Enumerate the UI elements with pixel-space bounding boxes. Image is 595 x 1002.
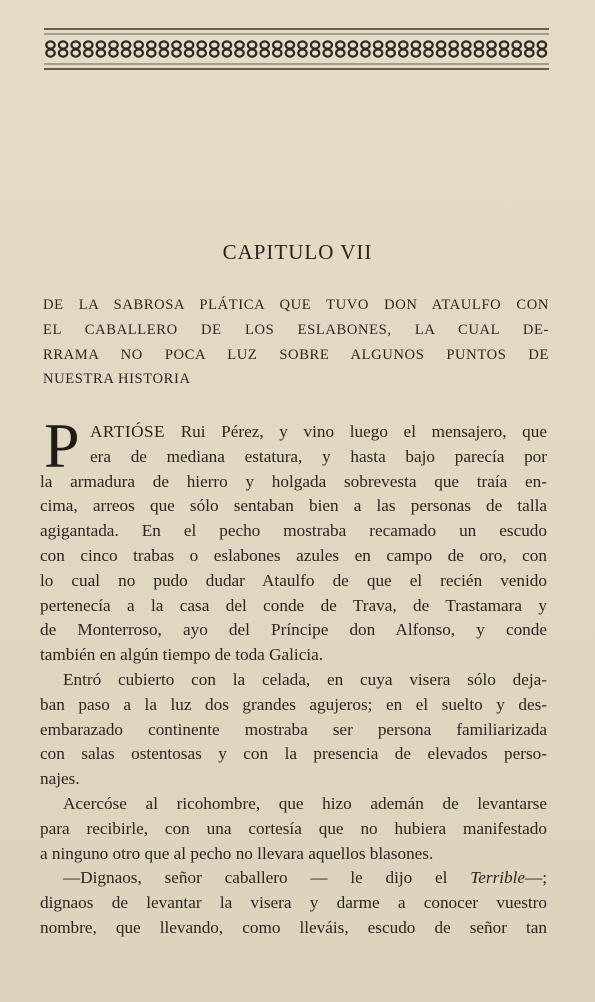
ornament-loop	[311, 41, 319, 48]
ornament-loop	[261, 49, 269, 56]
ornament-loop	[185, 49, 193, 56]
ornament-loop	[72, 49, 80, 56]
first-word: ARTIÓSE	[90, 422, 166, 441]
ornament-loop	[437, 41, 445, 48]
body-line: para recibirle, con una cortesía que no hubiera manifestado	[40, 818, 547, 838]
body-line: con cinco trabas o eslabones azules en campo de oro, con	[40, 545, 547, 565]
ornament-loop	[286, 41, 294, 48]
ornament-loop	[361, 49, 369, 56]
ornament-loop	[160, 49, 168, 56]
ornament-loop	[235, 41, 243, 48]
body-line: cima, arreos que sólo sentaban bien a las personas de talla	[40, 496, 547, 516]
ornament-loop	[336, 41, 344, 48]
ornament-loop	[298, 41, 306, 48]
line-text: —;	[525, 868, 547, 888]
ornament-loop	[424, 49, 432, 56]
ornament-loop	[336, 49, 344, 56]
chapter-title: CAPITULO VII	[222, 240, 373, 264]
ornament-loop	[349, 49, 357, 56]
body-line: najes.	[40, 769, 80, 789]
body-line: Acercóse al ricohombre, que hizo ademán de levantarse	[63, 793, 547, 813]
ornament-loop	[513, 49, 521, 56]
ornament-loop	[450, 41, 458, 48]
ornament-loop	[235, 49, 243, 56]
body-line: a ninguno otro que al pecho no llevara aquellos blasones.	[40, 843, 434, 863]
body-line: ban paso a la luz dos grandes agujeros; en el suelto y des-	[40, 694, 547, 714]
ornament-loop	[122, 41, 130, 48]
ornament-loop	[223, 49, 231, 56]
ornament-loop	[46, 41, 54, 48]
ornament-loop	[97, 49, 105, 56]
ornament-loop	[248, 49, 256, 56]
summary-line: DE LA SABROSA PLÁTICA QUE TUVO DON ATAULFO CON	[43, 297, 549, 313]
ornament-loop	[298, 49, 306, 56]
body-line: embarazado continente mostraba ser persona familiarizada	[40, 719, 547, 739]
body-line: lo cual no pudo dudar Ataulfo de que el recién venido	[40, 570, 547, 590]
body-line: también en algún tiempo de toda Galicia.	[40, 645, 324, 665]
ornament-loop	[172, 49, 180, 56]
ornament-loop	[109, 41, 117, 48]
ornament-loop	[450, 49, 458, 56]
ornament-loop	[399, 41, 407, 48]
ornament-loop	[387, 41, 395, 48]
ornament-loop	[437, 49, 445, 56]
ornament-loop	[286, 49, 294, 56]
ornament-loop	[261, 41, 269, 48]
ornament-loop	[72, 41, 80, 48]
ornament-loop	[160, 41, 168, 48]
ornament-loop	[538, 49, 546, 56]
chapter-summary	[43, 292, 549, 391]
ornament-loop	[399, 49, 407, 56]
body-line: Entró cubierto con la celada, en cuya visera sólo deja-	[63, 669, 547, 689]
ornament-loop	[109, 49, 117, 56]
ornamental-header-band	[44, 26, 549, 72]
ornament-loop	[487, 49, 495, 56]
summary-line: NUESTRA HISTORIA	[43, 371, 191, 388]
ornament-loop	[147, 49, 155, 56]
ornament-loop	[223, 41, 231, 48]
body-line	[40, 420, 547, 445]
ornament-loop	[538, 41, 546, 48]
ornament-loop	[475, 49, 483, 56]
ornament-loop	[122, 49, 130, 56]
ornament-loop	[475, 41, 483, 48]
ornament-loop	[248, 41, 256, 48]
body-line: con salas ostentosas y con la presencia de elevados perso-	[40, 744, 547, 764]
line-text: —Dignaos, señor caballero — le dijo el	[63, 868, 471, 888]
ornament-loop	[84, 41, 92, 48]
ornament-loop	[311, 49, 319, 56]
ornament-loop	[374, 49, 382, 56]
ornament-loop	[273, 41, 281, 48]
summary-line: EL CABALLERO DE LOS ESLABONES, LA CUAL DE-	[43, 321, 549, 338]
ornament-loop	[500, 49, 508, 56]
ornament-loop	[487, 41, 495, 48]
ornament-loop	[324, 41, 332, 48]
ornament-loop	[500, 41, 508, 48]
drop-cap: P	[44, 410, 80, 481]
ornament-loop	[513, 41, 521, 48]
body-line: era de mediana estatura, y hasta bajo parecía por	[90, 446, 547, 466]
body-line: nombre, que llevando, como lleváis, escudo de señor tan	[40, 917, 547, 937]
ornament-loop	[462, 49, 470, 56]
ornament-loop	[361, 41, 369, 48]
body-line: agigantada. En el pecho mostraba recamado un escudo	[40, 521, 547, 541]
ornament-loop	[424, 41, 432, 48]
line-text: Rui Pérez, y vino luego el mensajero, que	[165, 422, 547, 441]
ornament-loop	[273, 49, 281, 56]
ornament-loop	[210, 49, 218, 56]
ornament-loop	[46, 49, 54, 56]
ornament-loop	[97, 41, 105, 48]
ornament-loop	[172, 41, 180, 48]
ornament-loop	[135, 49, 143, 56]
ornament-loop	[59, 41, 67, 48]
body-line: pertenecía a la casa del conde de Trava, de Trastamara y	[40, 595, 547, 615]
body-line: la armadura de hierro y holgada sobrevesta que traía en-	[40, 471, 547, 491]
ornament-loop	[525, 49, 533, 56]
ornament-loop	[412, 41, 420, 48]
italic-name: Terrible	[470, 868, 526, 888]
ornament-loop	[135, 41, 143, 48]
body-line: de Monterroso, ayo del Príncipe don Alfonso, y conde	[40, 620, 547, 640]
ornament-loop	[525, 41, 533, 48]
ornament-loop	[412, 49, 420, 56]
ornament-loop	[198, 49, 206, 56]
ornament-loop	[84, 49, 92, 56]
ornament-loop	[185, 41, 193, 48]
ornament-loop	[198, 41, 206, 48]
ornament-loop	[462, 41, 470, 48]
body-text	[40, 420, 547, 941]
ornament-loop	[210, 41, 218, 48]
ornament-loop	[374, 41, 382, 48]
body-line	[40, 866, 547, 891]
ornament-loop	[349, 41, 357, 48]
ornament-loop	[59, 49, 67, 56]
summary-line: RRAMA NO POCA LUZ SOBRE ALGUNOS PUNTOS DE	[43, 346, 549, 363]
body-line: dignaos de levantar la visera y darme a conocer vuestro	[40, 893, 547, 913]
ornament-loop	[387, 49, 395, 56]
ornament-loop	[147, 41, 155, 48]
ornament-loop	[324, 49, 332, 56]
